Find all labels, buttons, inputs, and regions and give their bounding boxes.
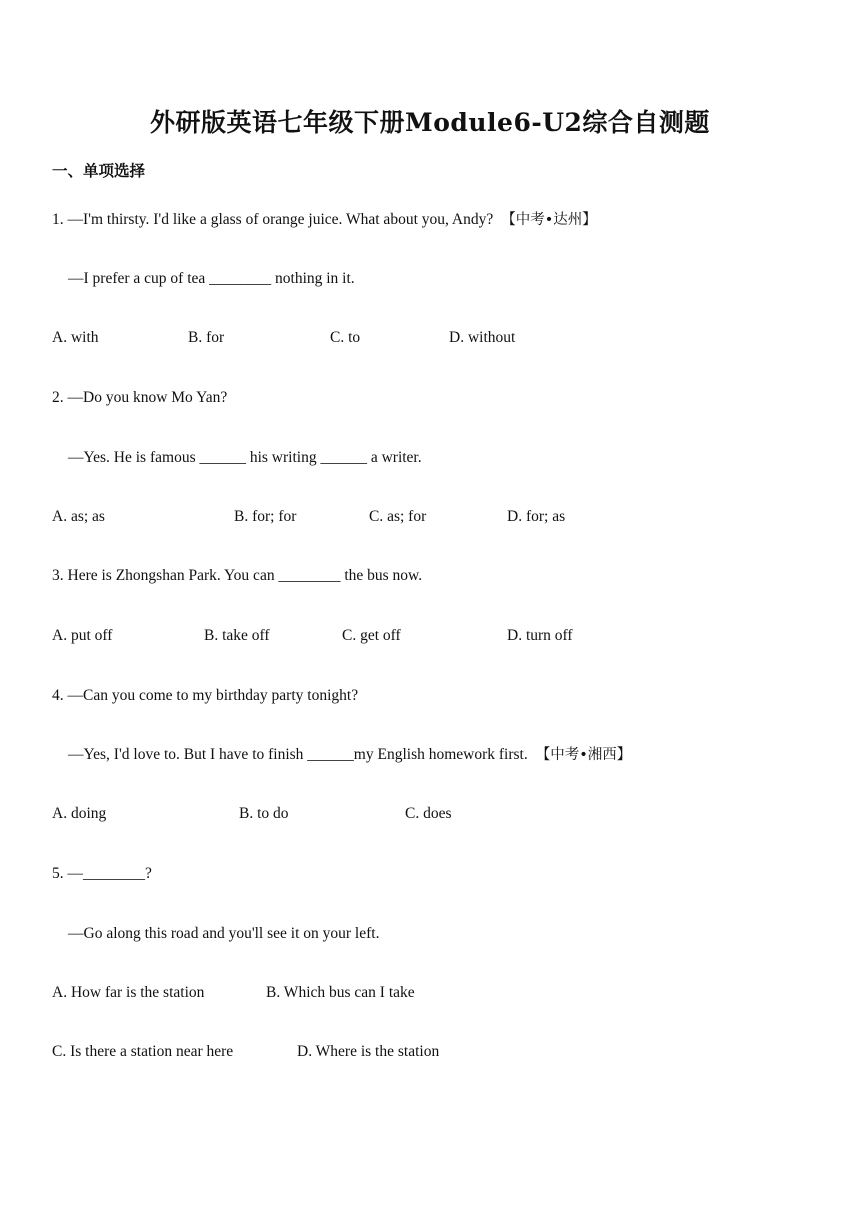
question-reply-text: —Yes, I'd love to. But I have to finish ______my English homework first.: [68, 746, 528, 763]
source-tag: 【中考•达州】: [501, 212, 597, 228]
option-a[interactable]: A. with: [52, 329, 99, 346]
question-1-stem: [52, 209, 597, 231]
source-tag: 【中考•湘西】: [535, 747, 632, 763]
option-b[interactable]: B. take off: [204, 627, 270, 644]
question-5-stem: 5. —________?: [52, 865, 152, 882]
question-5-reply: —Go along this road and you'll see it on your left.: [68, 925, 380, 942]
option-d[interactable]: D. Where is the station: [297, 1043, 440, 1060]
question-2-reply: —Yes. He is famous ______ his writing ______ a writer.: [68, 449, 422, 466]
document-title: 外研版英语七年级下册Module6-U2综合自测题: [150, 108, 710, 137]
option-a[interactable]: A. as; as: [52, 508, 105, 525]
option-b[interactable]: B. Which bus can I take: [266, 984, 415, 1001]
option-a[interactable]: A. doing: [52, 805, 107, 822]
option-a[interactable]: A. How far is the station: [52, 984, 205, 1001]
option-b[interactable]: B. for; for: [234, 508, 297, 525]
option-c[interactable]: C. as; for: [369, 508, 427, 525]
question-3-stem: 3. Here is Zhongshan Park. You can ________ the bus now.: [52, 567, 423, 584]
option-c[interactable]: C. get off: [342, 627, 401, 644]
question-1-reply: —I prefer a cup of tea ________ nothing in it.: [68, 270, 355, 287]
option-d[interactable]: D. without: [449, 329, 516, 346]
question-2-stem: 2. —Do you know Mo Yan?: [52, 389, 228, 406]
option-d[interactable]: D. turn off: [507, 627, 573, 644]
section-heading: 一、单项选择: [52, 162, 146, 180]
option-a[interactable]: A. put off: [52, 627, 113, 644]
option-c[interactable]: C. Is there a station near here: [52, 1043, 234, 1060]
option-b[interactable]: B. to do: [239, 805, 289, 822]
option-c[interactable]: C. does: [405, 805, 452, 822]
option-d[interactable]: D. for; as: [507, 508, 566, 525]
question-4-reply: [68, 744, 631, 766]
option-b[interactable]: B. for: [188, 329, 225, 346]
question-stem-text: 1. —I'm thirsty. I'd like a glass of orange juice. What about you, Andy?: [52, 211, 494, 228]
option-c[interactable]: C. to: [330, 329, 361, 346]
question-4-stem: 4. —Can you come to my birthday party tonight?: [52, 687, 359, 704]
